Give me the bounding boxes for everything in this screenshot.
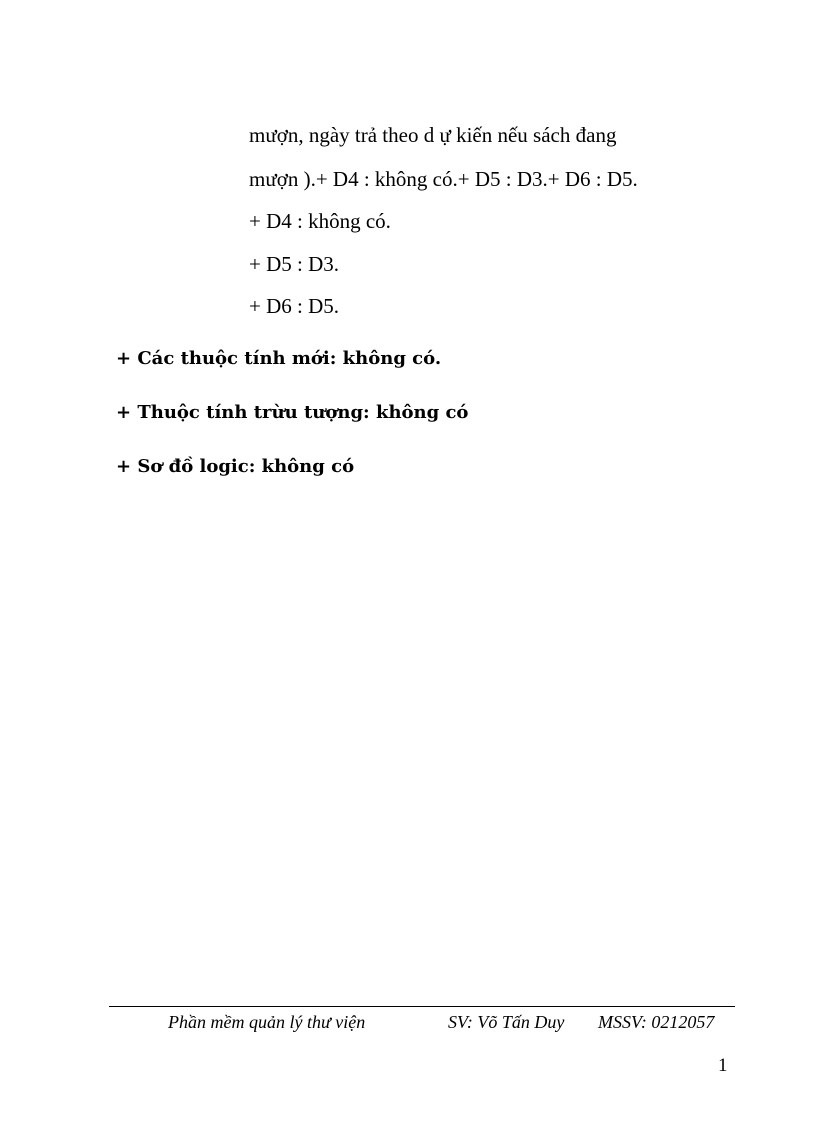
bold-item-abstract-attributes: + Thuộc tính trừu tượng: không có bbox=[116, 402, 469, 423]
footer-student-name: SV: Võ Tấn Duy bbox=[448, 1012, 565, 1032]
body-line: + D4 : không có. bbox=[249, 209, 391, 233]
footer-software-name: Phần mềm quản lý thư viện bbox=[168, 1012, 366, 1032]
bold-item-new-attributes: + Các thuộc tính mới: không có. bbox=[116, 348, 442, 369]
footer-divider bbox=[109, 1006, 735, 1007]
body-line: mượn ).+ D4 : không có.+ D5 : D3.+ D6 : D5. bbox=[249, 167, 638, 191]
body-line: mượn, ngày trả theo d ự kiến nếu sách đang bbox=[249, 123, 617, 147]
bold-item-logic-diagram: + Sơ đồ logic: không có bbox=[116, 456, 355, 477]
body-line: + D6 : D5. bbox=[249, 294, 340, 318]
footer-student-id: MSSV: 0212057 bbox=[598, 1012, 715, 1032]
body-line: + D5 : D3. bbox=[249, 252, 340, 276]
page-number: 1 bbox=[718, 1055, 728, 1076]
